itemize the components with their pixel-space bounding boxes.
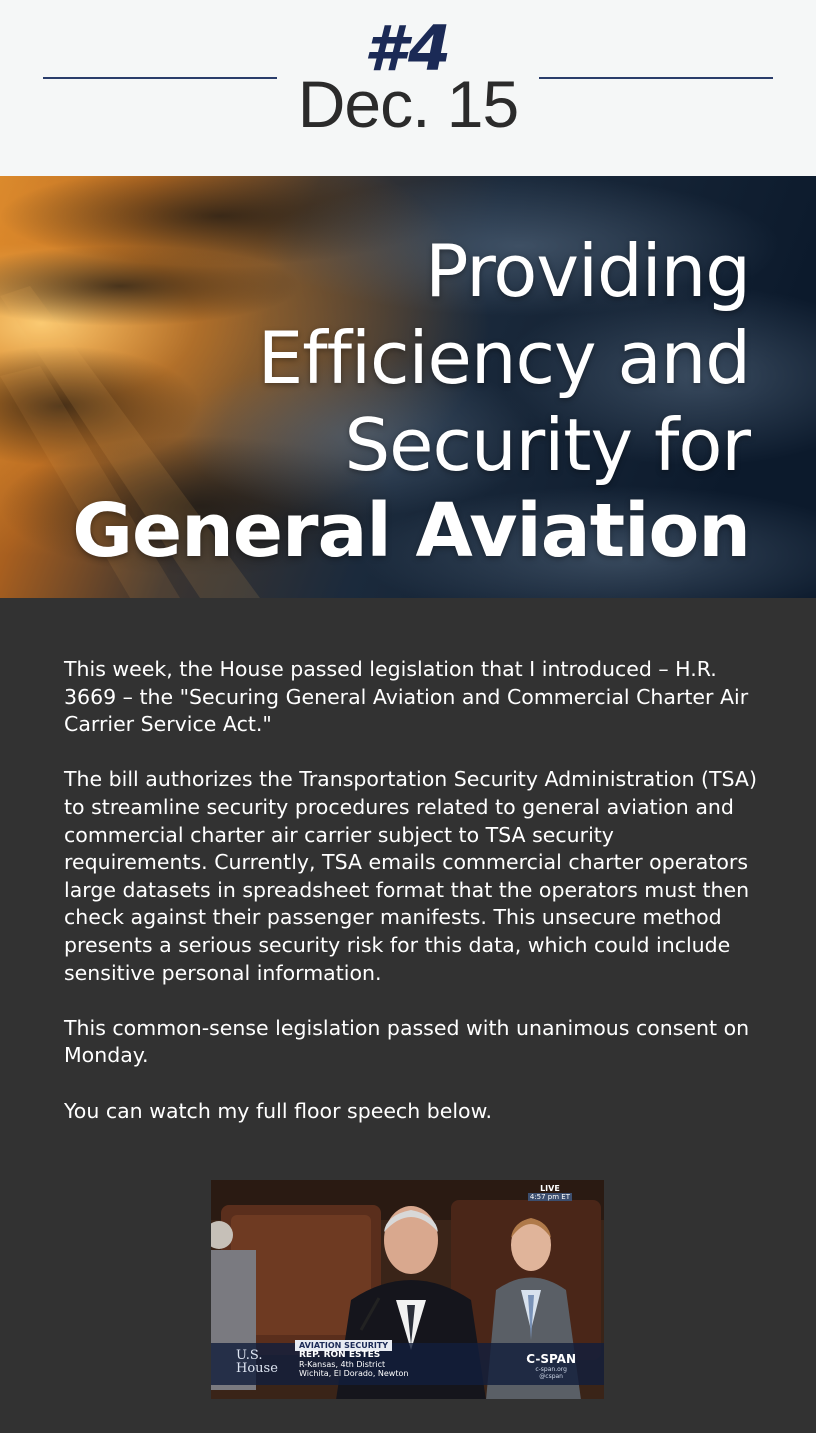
us-house-logo: U.S. House [236, 1348, 278, 1376]
live-indicator [528, 1185, 572, 1201]
floor-speech-video[interactable] [211, 1180, 604, 1399]
banner-bold-line: General Aviation [72, 488, 750, 574]
article-paragraph: The bill authorizes the Transportation Security Administration (TSA) to streamline security procedures related to general aviation and commercial charter air carrier subject to TSA security requirements. Currently, TSA emails commercial charter operators large datasets in spreadsheet format that the operators must then check against their passenger manifests. This unsecure method presents a serious security risk for this data, which could include sensitive personal information. [64, 767, 757, 985]
live-time: 4:57 pm ET [529, 1193, 570, 1201]
banner-line-1: Providing [425, 229, 750, 313]
speaker-name: REP. RON ESTES [299, 1350, 381, 1360]
speaker-district: R-Kansas, 4th District [299, 1360, 386, 1369]
banner-line-3: Security for [344, 403, 750, 487]
article-paragraph: This week, the House passed legislation that I introduced – H.R. 3669 – the "Securing General Aviation and Commercial Charter Air Carrier Service Act." [64, 657, 749, 737]
cspan-logo [526, 1353, 576, 1380]
hero-banner [0, 176, 816, 598]
header [0, 0, 816, 176]
banner-line-2: Efficiency and [257, 316, 750, 400]
article-body [64, 656, 764, 1153]
article-paragraph: This common-sense legislation passed with unanimous consent on Monday. [64, 1015, 750, 1068]
network-name: C-SPAN [526, 1352, 576, 1366]
rank-number: #4 [363, 12, 453, 85]
topic-tag: AVIATION SECURITY [295, 1340, 392, 1351]
speaker-caption [299, 1351, 408, 1378]
network-handle: @cspan [539, 1373, 563, 1380]
network-url: c-span.org [535, 1366, 567, 1373]
article-paragraph: You can watch my full floor speech below. [64, 1098, 492, 1123]
live-label: LIVE [540, 1184, 560, 1193]
speaker-cities: Wichita, El Dorado, Newton [299, 1369, 409, 1378]
banner-headline [72, 228, 750, 573]
date-heading: Dec. 15 [297, 67, 519, 141]
